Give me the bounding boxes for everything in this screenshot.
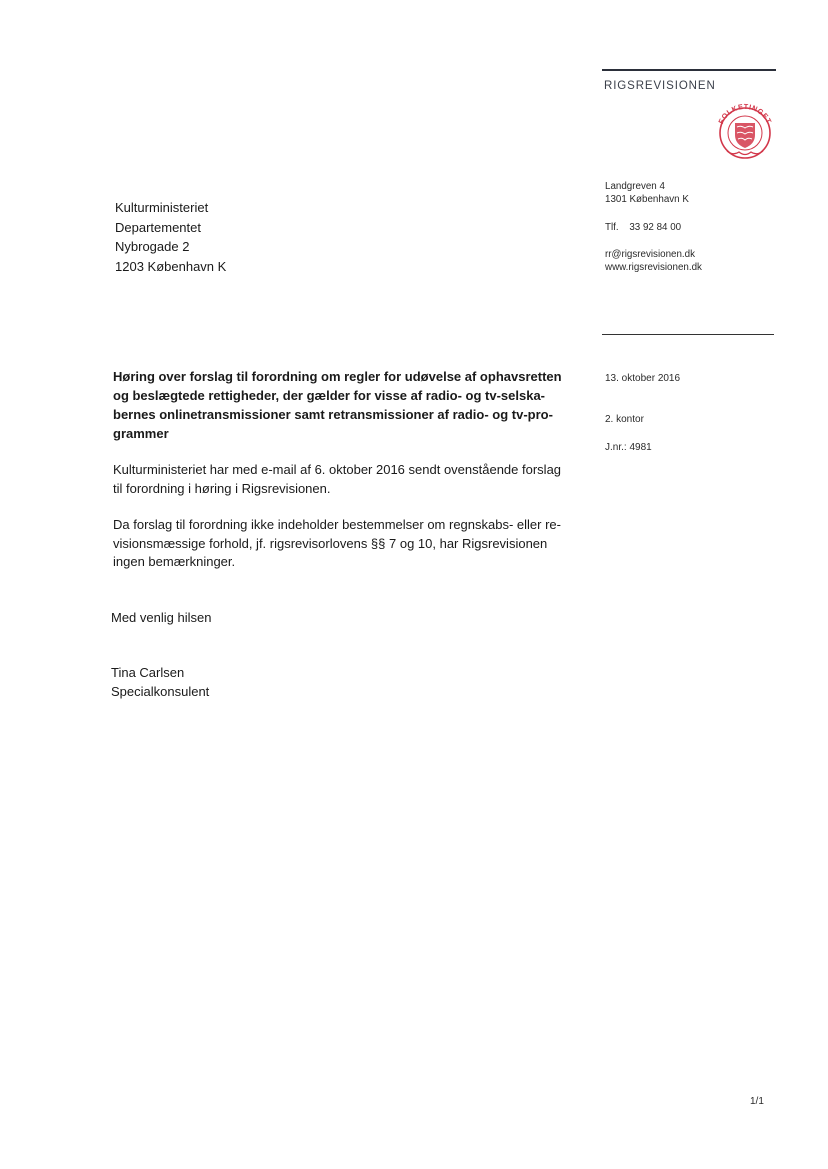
signer-title: Specialkonsulent <box>111 683 210 699</box>
closing-greeting: Med venlig hilsen <box>111 610 212 625</box>
journal-number: J.nr.: 4981 <box>605 442 652 453</box>
sender-online <box>605 249 702 274</box>
body-line: Da forslag til forordning ikke indeholder bestemmelser om regnskabs- eller re- <box>113 517 561 532</box>
sender-address <box>605 181 689 206</box>
body-line: ingen bemærkninger. <box>113 554 236 569</box>
seal-text: FOLKETINGET <box>716 103 774 126</box>
sender-email: rr@rigsrevisionen.dk <box>605 249 695 260</box>
subject-line: grammer <box>113 426 169 441</box>
signer-name: Tina Carlsen <box>111 665 185 680</box>
recipient-line: 1203 København K <box>115 258 227 274</box>
page-number: 1/1 <box>750 1096 764 1107</box>
subject-line: Høring over forslag til forordning om regler for udøvelse af ophavsretten <box>113 369 562 384</box>
body-paragraph-2 <box>113 516 583 572</box>
sender-city: 1301 København K <box>605 193 689 205</box>
contact-divider <box>602 334 774 335</box>
recipient-line: Kulturministeriet <box>115 200 209 215</box>
signature-block <box>111 664 209 701</box>
recipient-line: Nybrogade 2 <box>115 239 190 254</box>
header-rule <box>602 69 776 71</box>
folketinget-seal-icon <box>707 103 783 159</box>
sender-website: www.rigsrevisionen.dk <box>605 261 702 273</box>
subject-line: bernes onlinetransmissioner samt retransmissioner af radio- og tv-pro- <box>113 407 553 422</box>
body-paragraph-1 <box>113 461 583 498</box>
letter-date: 13. oktober 2016 <box>605 373 681 384</box>
organization-name: RIGSREVISIONEN <box>604 80 716 92</box>
recipient-address <box>115 198 226 276</box>
recipient-line: Departementet <box>115 219 201 235</box>
phone-number: 33 92 84 00 <box>629 222 682 233</box>
letter-subject <box>113 367 583 443</box>
subject-line: og beslægtede rettigheder, der gælder for visse af radio- og tv-selska- <box>113 388 546 403</box>
body-line: visionsmæssige forhold, jf. rigsrevisorlovens §§ 7 og 10, har Rigsrevisionen <box>113 535 548 551</box>
office-unit: 2. kontor <box>605 414 644 425</box>
body-line: Kulturministeriet har med e-mail af 6. oktober 2016 sendt ovenstående forslag <box>113 462 562 477</box>
sender-street: Landgreven 4 <box>605 181 665 192</box>
svg-text:FOLKETINGET <box>716 103 774 125</box>
body-line: til forordning i høring i Rigsrevisionen. <box>113 480 331 496</box>
sender-phone-row <box>605 222 681 235</box>
phone-label: Tlf. <box>605 222 619 233</box>
